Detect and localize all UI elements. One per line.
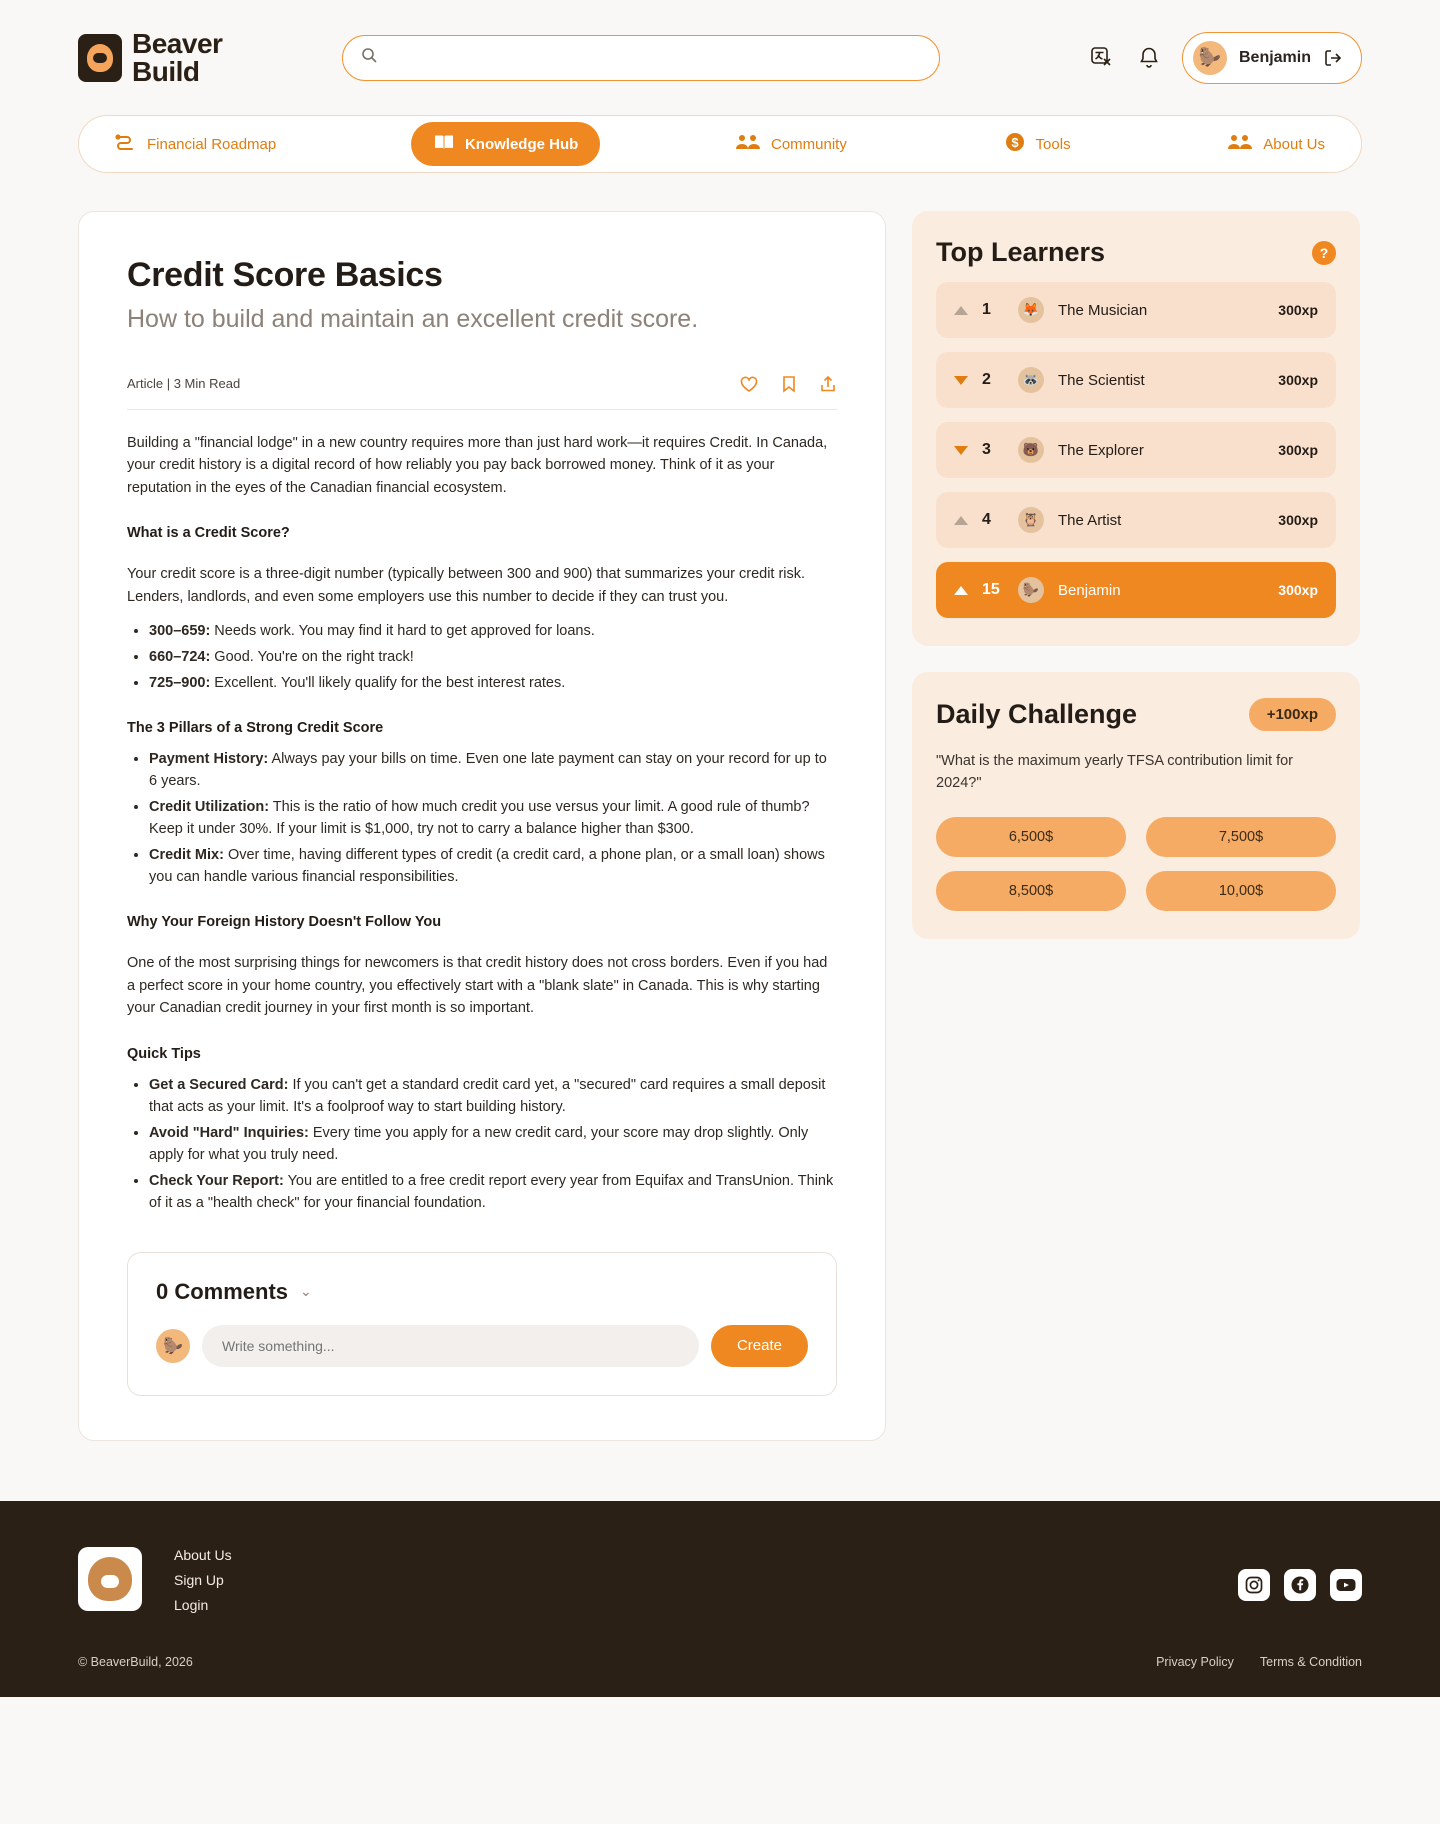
avatar: 🦊 bbox=[1018, 297, 1044, 323]
create-comment-button[interactable]: Create bbox=[711, 1325, 808, 1367]
article-list-2 bbox=[149, 748, 837, 888]
challenge-option-2[interactable]: 7,500$ bbox=[1146, 817, 1336, 857]
article-intro: Building a "financial lodge" in a new country requires more than just hard work—it requires Credit. In Canada, your credit history is a digital record of how reliably you pay back borrowed money. Think of it as your reputation in the eyes of the Canadian financial ecosystem. bbox=[127, 434, 828, 496]
leaderboard-row-2[interactable] bbox=[936, 352, 1336, 408]
list-item bbox=[149, 796, 837, 840]
avatar: 🦝 bbox=[1018, 367, 1044, 393]
avatar: 🦫 bbox=[1018, 577, 1044, 603]
roadmap-icon bbox=[115, 132, 137, 156]
list-item-bold: Credit Utilization: bbox=[149, 799, 270, 816]
challenge-option-1[interactable]: 6,500$ bbox=[936, 817, 1126, 857]
sidebar bbox=[912, 211, 1360, 939]
article-subtitle: How to build and maintain an excellent credit score. bbox=[127, 305, 699, 333]
article-card bbox=[78, 211, 886, 1441]
list-item-text: If you can't get a standard credit card yet, a "secured" card requires a small deposit that acts as your limit. It's a foolproof way to start building history. bbox=[149, 1076, 826, 1115]
brand-name-line2: Build bbox=[132, 55, 200, 87]
page-title: Credit Score Basics bbox=[127, 256, 443, 294]
logout-icon[interactable] bbox=[1323, 48, 1343, 68]
comments-header[interactable] bbox=[156, 1279, 808, 1305]
list-item bbox=[149, 646, 837, 668]
list-item bbox=[149, 748, 837, 792]
svg-text:$: $ bbox=[1010, 135, 1019, 150]
leaderboard-row-1[interactable] bbox=[936, 282, 1336, 338]
list-item-bold: Payment History: bbox=[149, 751, 269, 768]
list-item-text: Every time you apply for a new credit card, your score may drop slightly. Only apply for what you truly need. bbox=[149, 1124, 809, 1163]
footer-link-sign-up[interactable]: Sign Up bbox=[174, 1571, 224, 1588]
challenge-option-3[interactable]: 8,500$ bbox=[936, 871, 1126, 911]
trend-up-icon bbox=[954, 586, 968, 595]
leaderboard-row-current-user[interactable] bbox=[936, 562, 1336, 618]
article-heading-3: Why Your Foreign History Doesn't Follow You bbox=[127, 914, 442, 931]
top-learners-header bbox=[936, 237, 1336, 268]
leaderboard-rank: 1 bbox=[982, 301, 991, 318]
article-list-4 bbox=[149, 1074, 837, 1214]
leaderboard-name: The Artist bbox=[1058, 511, 1122, 529]
list-item bbox=[149, 1074, 837, 1118]
list-item-text: You are entitled to a free credit report every year from Equifax and TransUnion. Think of it as a "health check" for your financial foundation. bbox=[149, 1172, 834, 1211]
about-icon bbox=[1227, 132, 1253, 156]
list-item bbox=[149, 844, 837, 888]
top-learners-title: Top Learners bbox=[936, 237, 1106, 267]
nav-label-4: About Us bbox=[1263, 135, 1325, 153]
leaderboard-xp: 300xp bbox=[1278, 582, 1318, 598]
article-meta-row bbox=[127, 375, 837, 410]
search-bar[interactable] bbox=[342, 35, 940, 81]
trend-down-icon bbox=[954, 376, 968, 385]
beaver-logo-icon bbox=[78, 34, 122, 82]
leaderboard-row-4[interactable] bbox=[936, 492, 1336, 548]
list-item-text: Needs work. You may find it hard to get approved for loans. bbox=[210, 623, 595, 640]
translate-icon[interactable] bbox=[1090, 45, 1116, 71]
footer-bottom bbox=[78, 1655, 1362, 1669]
leaderboard-xp: 300xp bbox=[1278, 512, 1318, 528]
header-actions bbox=[1090, 32, 1362, 84]
daily-challenge-options bbox=[936, 817, 1336, 911]
nav-label-3: Tools bbox=[1035, 135, 1071, 153]
list-item-text: Over time, having different types of credit (a credit card, a phone plan, or a small loan) shows you can handle various financial responsibilities. bbox=[149, 847, 825, 886]
main-nav bbox=[78, 115, 1362, 173]
footer-legal-links bbox=[1156, 1655, 1362, 1669]
article-body bbox=[127, 432, 837, 1214]
list-item bbox=[149, 672, 837, 694]
comments-section bbox=[127, 1252, 837, 1396]
bookmark-icon[interactable] bbox=[781, 375, 797, 393]
leaderboard-name: The Musician bbox=[1058, 301, 1148, 319]
list-item-text: Good. You're on the right track! bbox=[210, 649, 414, 666]
share-icon[interactable] bbox=[819, 375, 837, 393]
list-item-bold: Avoid "Hard" Inquiries: bbox=[149, 1124, 309, 1141]
notification-bell-icon[interactable] bbox=[1138, 46, 1160, 70]
profile-name: Benjamin bbox=[1238, 48, 1311, 66]
comments-count: 0 Comments bbox=[156, 1278, 289, 1304]
leaderboard-name: The Explorer bbox=[1058, 441, 1144, 459]
list-item-bold: 725–900: bbox=[149, 675, 211, 692]
list-item-bold: Credit Mix: bbox=[149, 847, 224, 864]
challenge-option-4[interactable]: 10,00$ bbox=[1146, 871, 1336, 911]
nav-item-financial-roadmap[interactable] bbox=[93, 122, 298, 166]
leaderboard-rank: 3 bbox=[982, 441, 991, 458]
article-list-1 bbox=[149, 620, 837, 694]
leaderboard-xp: 300xp bbox=[1278, 442, 1318, 458]
list-item-bold: Get a Secured Card: bbox=[149, 1076, 289, 1093]
trend-down-icon bbox=[954, 446, 968, 455]
nav-label-2: Community bbox=[770, 135, 847, 153]
leaderboard-name: Benjamin bbox=[1058, 581, 1121, 599]
youtube-icon[interactable] bbox=[1330, 1569, 1362, 1601]
comment-compose-row bbox=[156, 1325, 808, 1367]
avatar: 🦫 bbox=[1193, 41, 1227, 75]
copyright: © BeaverBuild, 2026 bbox=[78, 1654, 193, 1669]
list-item-bold: 660–724: bbox=[149, 649, 211, 666]
footer-social bbox=[1238, 1569, 1362, 1601]
leaderboard-xp: 300xp bbox=[1278, 302, 1318, 318]
article-heading-2: The 3 Pillars of a Strong Credit Score bbox=[127, 720, 384, 737]
brand-name bbox=[132, 27, 223, 87]
community-icon bbox=[735, 132, 761, 156]
list-item-bold: Check Your Report: bbox=[149, 1172, 284, 1189]
list-item-bold: 300–659: bbox=[149, 623, 211, 640]
footer-link-about-us[interactable]: About Us bbox=[174, 1546, 232, 1563]
leaderboard-name: The Scientist bbox=[1058, 371, 1145, 389]
terms-link[interactable]: Terms & Condition bbox=[1259, 1654, 1362, 1669]
instagram-icon[interactable] bbox=[1238, 1569, 1270, 1601]
daily-challenge-question: "What is the maximum yearly TFSA contribution limit for 2024?" bbox=[936, 753, 1294, 791]
avatar: 🐻 bbox=[1018, 437, 1044, 463]
leaderboard-rank: 15 bbox=[982, 581, 1000, 598]
article-heading-4: Quick Tips bbox=[127, 1045, 201, 1062]
leaderboard-rank: 2 bbox=[982, 371, 991, 388]
privacy-policy-link[interactable]: Privacy Policy bbox=[1156, 1654, 1234, 1669]
footer-logo-icon bbox=[78, 1547, 142, 1611]
avatar: 🦫 bbox=[156, 1329, 190, 1363]
article-actions bbox=[739, 375, 837, 393]
footer-links bbox=[174, 1547, 232, 1613]
daily-challenge-header bbox=[936, 698, 1336, 731]
article-paragraph-1: Your credit score is a three-digit number (typically between 300 and 900) that summarizes your credit risk. Lenders, landlords, and even some employers use this number to decide if they can trust you. bbox=[127, 566, 806, 605]
top-learners-panel bbox=[912, 211, 1360, 646]
facebook-icon[interactable] bbox=[1284, 1569, 1316, 1601]
page-content bbox=[0, 173, 1440, 1501]
nav-item-knowledge-hub[interactable] bbox=[411, 122, 600, 166]
list-item-text: This is the ratio of how much credit you use versus your limit. A good rule of thumb? Keep it under 30%. If your limit is $1,000, try not to carry a balance higher than $300. bbox=[149, 799, 810, 838]
leaderboard-row-3[interactable] bbox=[936, 422, 1336, 478]
nav-item-about-us[interactable] bbox=[1205, 122, 1347, 166]
leaderboard-xp: 300xp bbox=[1278, 372, 1318, 388]
list-item-text: Excellent. You'll likely qualify for the best interest rates. bbox=[210, 675, 566, 692]
article-heading-1: What is a Credit Score? bbox=[127, 525, 290, 542]
list-item-text: Always pay your bills on time. Even one late payment can stay on your record for up to 6 years. bbox=[149, 751, 827, 790]
list-item bbox=[149, 620, 837, 642]
xp-badge: +100xp bbox=[1249, 698, 1336, 731]
search-icon bbox=[361, 47, 377, 68]
leaderboard-rank: 4 bbox=[982, 511, 991, 528]
brand-logo[interactable] bbox=[78, 27, 308, 87]
avatar: 🦉 bbox=[1018, 507, 1044, 533]
dollar-icon bbox=[1004, 131, 1026, 157]
trend-up-icon bbox=[954, 306, 968, 315]
nav-label-1: Knowledge Hub bbox=[464, 135, 579, 153]
nav-label-0: Financial Roadmap bbox=[147, 135, 277, 153]
chevron-down-icon[interactable]: ⌄ bbox=[300, 1283, 312, 1300]
app-footer bbox=[0, 1501, 1440, 1697]
profile-chip[interactable] bbox=[1182, 32, 1362, 84]
footer-link-login[interactable]: Login bbox=[174, 1596, 209, 1613]
brand-name-line1: Beaver bbox=[132, 27, 223, 59]
search-input[interactable] bbox=[387, 50, 921, 66]
footer-top bbox=[78, 1547, 1362, 1613]
nav-item-tools[interactable] bbox=[982, 121, 1093, 167]
trend-up-icon bbox=[954, 516, 968, 525]
nav-item-community[interactable] bbox=[713, 122, 869, 166]
list-item bbox=[149, 1170, 837, 1214]
book-icon bbox=[433, 132, 455, 156]
list-item bbox=[149, 1122, 837, 1166]
comment-input[interactable] bbox=[202, 1325, 699, 1367]
help-icon[interactable]: ? bbox=[1312, 241, 1336, 265]
article-paragraph-3: One of the most surprising things for newcomers is that credit history does not cross borders. Even if you had a perfect score in your home country, you effectively start with a "blank slate" in Canada. This is why starting your Canadian credit journey in your first month is so important. bbox=[127, 955, 828, 1017]
heart-icon[interactable] bbox=[739, 375, 759, 393]
app-header bbox=[0, 0, 1440, 115]
daily-challenge-panel bbox=[912, 672, 1360, 939]
article-meta: Article | 3 Min Read bbox=[127, 376, 241, 392]
daily-challenge-title: Daily Challenge bbox=[936, 699, 1138, 729]
